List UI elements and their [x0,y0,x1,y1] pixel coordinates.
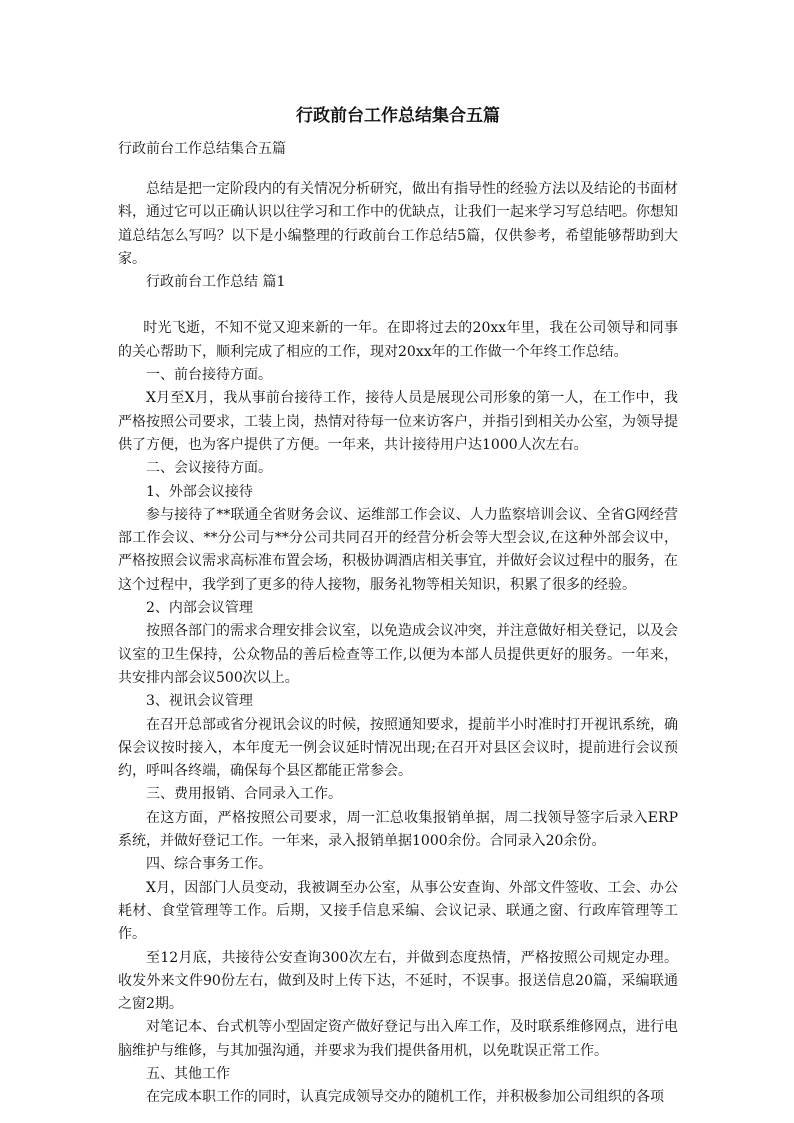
document-subtitle: 行政前台工作总结集合五篇 [118,141,286,157]
paragraph: 对笔记本、台式机等小型固定资产做好登记与出入库工作，及时联系维修网点，进行电脑维护与维修，与其加强沟通，并要求为我们提供备用机，以免耽误正常工作。 [118,1019,678,1059]
paragraph: 二、会议接待方面。 [146,460,272,477]
paragraph: 参与接待了**联通全省财务会议、运维部工作会议、人力监察培训会议、全省G网经营部工作会议、**分公司与**分公司共同召开的经营分析会等大型会议,在这种外部会议中，严格按照会议需求高标准布置会场，积极协调酒店相关事宜，并做好会议过程中的服务，在这个过程中，我学到了更多的待人接物，服务礼物等相关知识，积累了很多的经验。 [118,506,678,593]
paragraph: 在完成本职工作的同时，认真完成领导交办的随机工作，并积极参加公司组织的各项 [146,1089,664,1106]
paragraph: 四、综合事务工作。 [146,856,272,873]
blank-line [118,294,678,317]
paragraph: 三、费用报销、合同录入工作。 [146,786,342,803]
paragraph: X月至X月，我从事前台接待工作，接待人员是展现公司形象的第一人，在工作中，我严格按照公司要求，工装上岗，热情对待每一位来访客户，并指引到相关办公室，为领导提供了方便，也为客户提供了方便。一年来，共计接待用户达1000人次左右。 [118,390,678,453]
paragraph: 2、内部会议管理 [146,600,253,617]
paragraph: 按照各部门的需求合理安排会议室，以免造成会议冲突，并注意做好相关登记，以及会议室的卫生保持，公众物品的善后检查等工作,以便为本部人员提供更好的服务。一年来，共安排内部会议500次以上。 [118,623,678,686]
document-body [118,178,678,1110]
paragraph: 在这方面，严格按照公司要求，周一汇总收集报销单据，周二找领导签字后录入ERP系统，并做好登记工作。一年来，录入报销单据1000余份。合同录入20余份。 [118,809,678,850]
paragraph: 五、其他工作 [146,1065,230,1082]
paragraph: 行政前台工作总结 篇1 [146,274,286,291]
paragraph: X月，因部门人员变动，我被调至办公室，从事公安查询、外部文件签收、工会、办公耗材、食堂管理等工作。后期，又接手信息采编、会议记录、联通之窗、行政库管理等工作。 [118,879,678,943]
paragraph: 3、视讯会议管理 [146,693,253,710]
paragraph: 1、外部会议接待 [146,483,253,500]
paragraph: 在召开总部或省分视讯会议的时候，按照通知要求，提前半小时准时打开视讯系统，确保会议按时接入，本年度无一例会议延时情况出现;在召开对县区会议时，提前进行会议预约，呼叫各终端，确保每个县区都能正常参会。 [118,716,678,780]
document-title: 行政前台工作总结集合五篇 [296,106,500,126]
paragraph: 总结是把一定阶段内的有关情况分析研究，做出有指导性的经验方法以及结论的书面材料，通过它可以正确认识以往学习和工作中的优缺点，让我们一起来学习写总结吧。你想知道总结怎么写吗？以下是小编整理的行政前台工作总结5篇，仅供参考，希望能够帮助到大家。 [118,181,678,267]
paragraph: 一、前台接待方面。 [146,367,272,384]
paragraph: 时光飞逝，不知不觉又迎来新的一年。在即将过去的20xx年里，我在公司领导和同事的关心帮助下，顺利完成了相应的工作，现对20xx年的工作做一个年终工作总结。 [118,320,678,360]
paragraph: 至12月底，共接待公安查询300次左右，并做到态度热情，严格按照公司规定办理。收发外来文件90份左右，做到及时上传下达，不延时，不误事。报送信息20篇，采编联通之窗2期。 [118,949,678,1013]
